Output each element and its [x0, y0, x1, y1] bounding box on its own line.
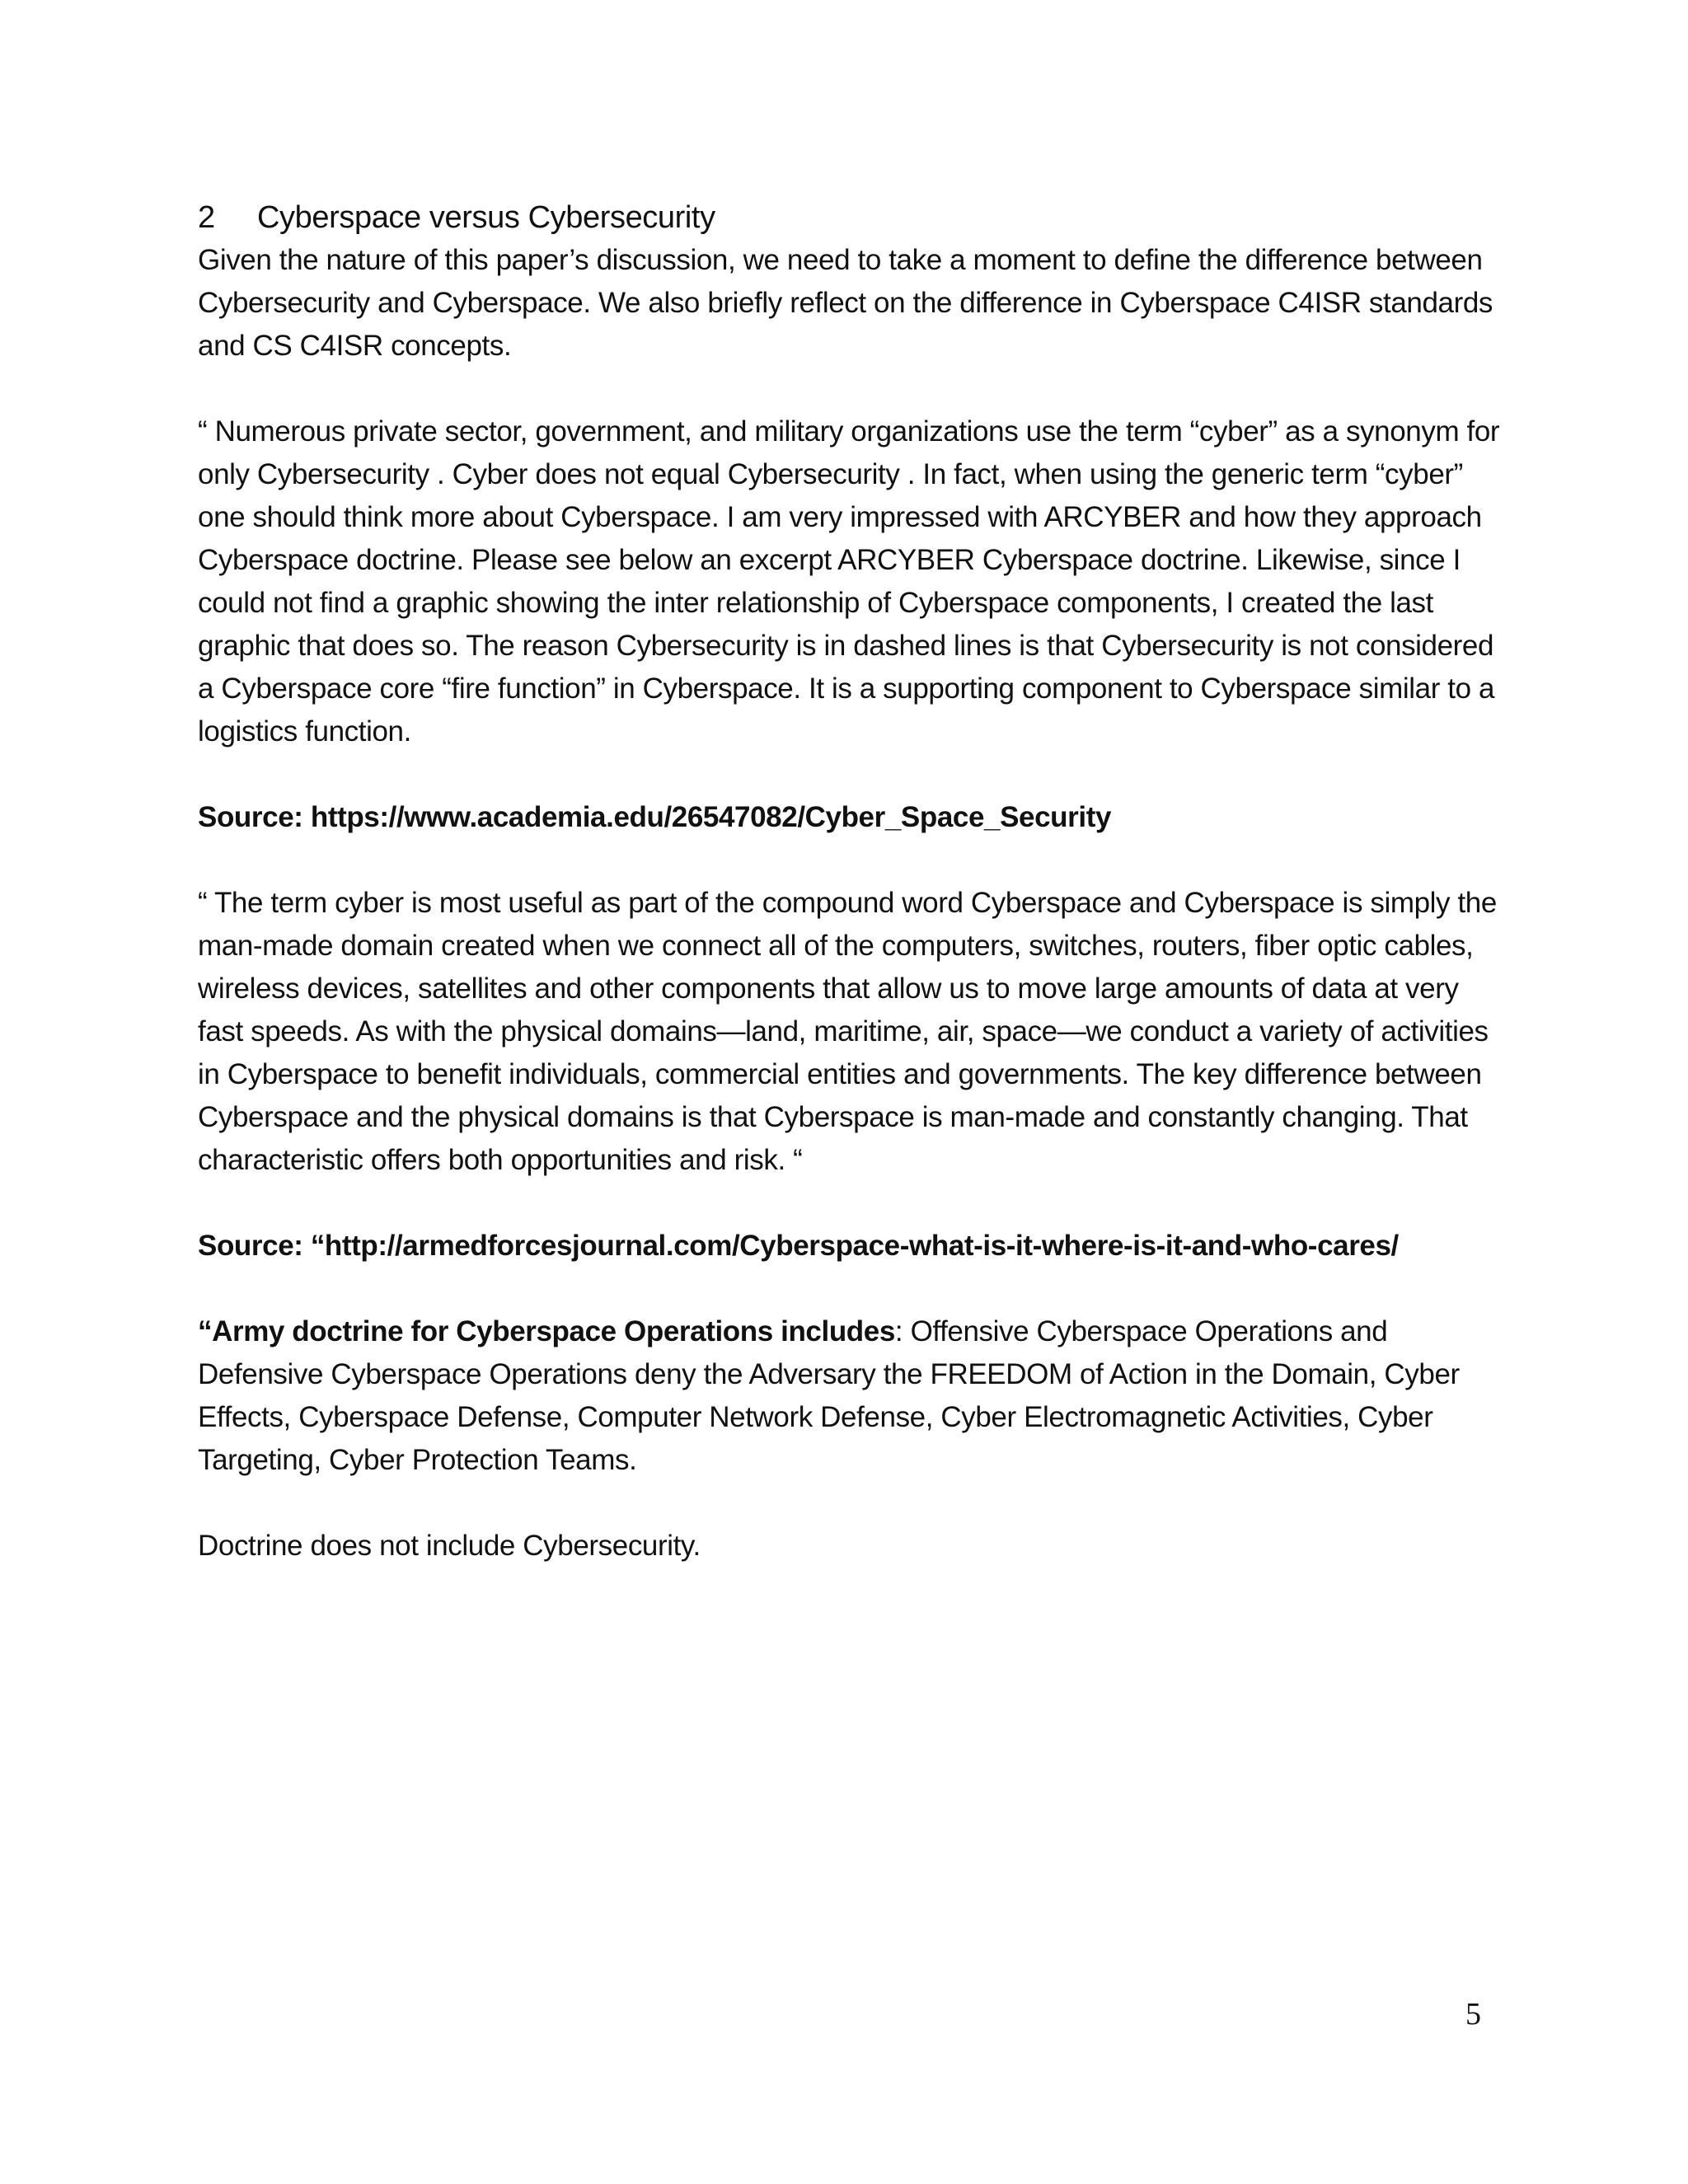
source-citation-1: Source: https://www.academia.edu/26547082/Cyber_Space_Security — [198, 801, 1112, 833]
paragraph-spacer — [198, 1268, 1500, 1310]
page-number: 5 — [1465, 1997, 1481, 2032]
page-content — [198, 196, 1500, 1568]
paragraph-spacer — [198, 368, 1500, 410]
army-doctrine-lead: “Army doctrine for Cyberspace Operations includes — [198, 1315, 895, 1347]
source-citation-2: Source: “http://armedforcesjournal.com/Cyberspace-what-is-it-where-is-it-and-who-cares/ — [198, 1230, 1399, 1262]
section-heading — [198, 196, 1500, 239]
quote-paragraph-1: “ Numerous private sector, government, and military organizations use the term “cyber” as a synonym for only Cybersecurity . Cyber does not equal Cybersecurity . In fact, when using the generic term “cyber” one should think more about Cyberspace. I am very impressed with ARCYBER and how they approach Cyberspace doctrine. Please see below an excerpt ARCYBER Cyberspace doctrine. Likewise, since I could not find a graphic showing the inter relationship of Cyberspace components, I created the last graphic that does so. The reason Cybersecurity is in dashed lines is that Cybersecurity is not considered a Cyberspace core “fire function” in Cyberspace. It is a supporting component to Cyberspace similar to a logistics function. — [198, 415, 1500, 748]
paragraph-spacer — [198, 753, 1500, 796]
army-doctrine-list: : Offensive Cyberspace Operations and Defensive Cyberspace Operations deny the Adversary the FREEDOM of Action in the Domain, Cyber Effects, Cyberspace Defense, Computer Network Defense, Cyber Electromagnetic Activities, Cyber Targeting, Cyber Protection Teams. — [198, 1315, 1460, 1476]
section-title: Cyberspace versus Cybersecurity — [257, 200, 715, 235]
quote-paragraph-2: “ The term cyber is most useful as part of the compound word Cyberspace and Cyberspace is simply the man-made domain created when we connect all of the computers, switches, routers, fiber optic cables, wireless devices, satellites and other components that allow us to move large amounts of data at very fast speeds. As with the physical domains—land, maritime, air, space—we conduct a variety of activities in Cyberspace to benefit individuals, commercial entities and governments. The key difference between Cyberspace and the physical domains is that Cyberspace is man-made and constantly changing. That characteristic offers both opportunities and risk. “ — [198, 887, 1497, 1176]
paragraph-spacer — [198, 1482, 1500, 1525]
closing-statement: Doctrine does not include Cybersecurity. — [198, 1530, 701, 1562]
paragraph-spacer — [198, 839, 1500, 882]
army-doctrine-paragraph — [198, 1310, 1500, 1482]
paragraph-spacer — [198, 1182, 1500, 1225]
intro-paragraph: Given the nature of this paper’s discussion, we need to take a moment to define the difference between Cybersecurity and Cyberspace. We also briefly reflect on the difference in Cyberspace C4ISR standards and CS C4ISR concepts. — [198, 244, 1493, 362]
section-number: 2 — [198, 200, 215, 235]
